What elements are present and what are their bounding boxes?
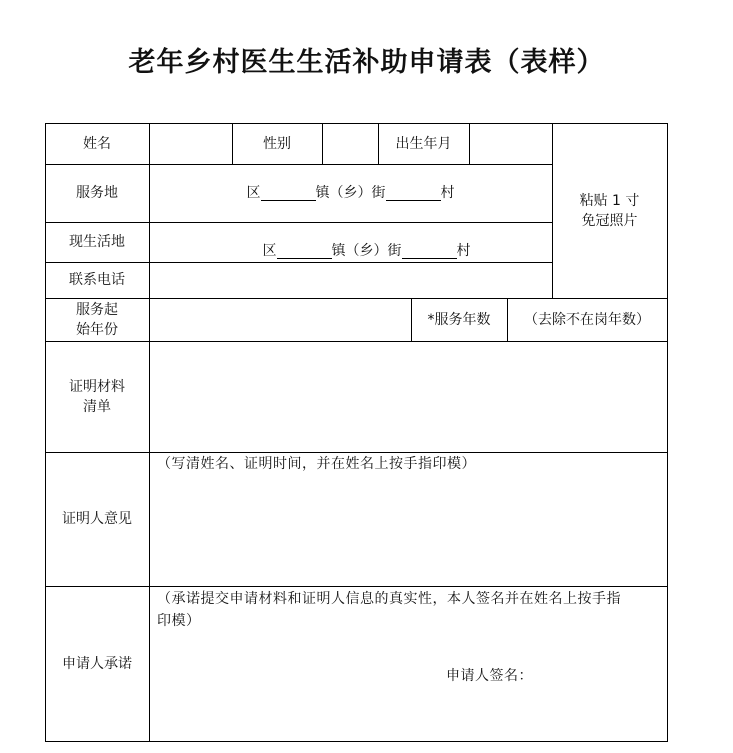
witness-label: 证明人意见 [62, 511, 132, 527]
witness-field[interactable] [149, 475, 667, 586]
current-place-label: 现生活地 [69, 234, 125, 250]
witness-note: （写清姓名、证明时间，并在姓名上按手指印模） [157, 456, 476, 472]
promise-note-line2: 印模） [157, 613, 201, 629]
name-label: 姓名 [83, 135, 111, 152]
blank-line[interactable] [261, 186, 316, 201]
proof-list-line1: 证明材料 [69, 378, 125, 395]
proof-list-label [45, 341, 149, 452]
service-place-label: 服务地 [76, 185, 118, 201]
signature-field[interactable] [535, 663, 660, 691]
row-border [45, 741, 668, 742]
photo-box[interactable] [552, 123, 667, 298]
proof-list-line2: 清单 [83, 398, 111, 415]
service-start-line2: 始年份 [76, 321, 118, 338]
applicant-label: 申请人承诺 [62, 655, 132, 672]
service-start-label [45, 298, 149, 341]
village-text: 村 [440, 185, 455, 201]
blank-line[interactable] [386, 186, 441, 201]
district-text: 区 [262, 243, 277, 259]
service-years-field[interactable]: （去除不在岗年数） [524, 311, 650, 328]
promise-note-line1: （承诺提交申请材料和证明人信息的真实性，本人签名并在姓名上按手指 [157, 591, 621, 607]
blank-line[interactable] [402, 244, 457, 259]
blank-line[interactable] [277, 244, 332, 259]
town-text: 镇（乡）街 [315, 185, 386, 201]
district-text: 区 [246, 185, 261, 201]
name-field[interactable] [149, 123, 232, 164]
gender-field[interactable] [322, 123, 378, 164]
phone-field[interactable] [149, 262, 552, 298]
birth-field[interactable] [469, 123, 552, 164]
application-form [45, 123, 668, 742]
signature-label: 申请人签名： [446, 668, 533, 684]
village-text: 村 [456, 243, 471, 259]
proof-list-field[interactable] [149, 341, 667, 452]
phone-label: 联系电话 [69, 272, 125, 288]
photo-label-line1: 粘贴 1 寸 [579, 192, 640, 209]
birth-label: 出生年月 [395, 135, 452, 152]
col-border [667, 123, 668, 742]
service-place-field[interactable] [149, 164, 552, 222]
gender-label: 性别 [263, 135, 291, 152]
form-title: 老年乡村医生生活补助申请表（表样） [128, 47, 605, 78]
service-start-line1: 服务起 [76, 301, 118, 318]
photo-label-line2: 免冠照片 [581, 212, 638, 229]
town-text: 镇（乡）街 [331, 243, 402, 259]
service-years-label: *服务年数 [427, 311, 491, 328]
service-start-field[interactable] [149, 298, 411, 341]
